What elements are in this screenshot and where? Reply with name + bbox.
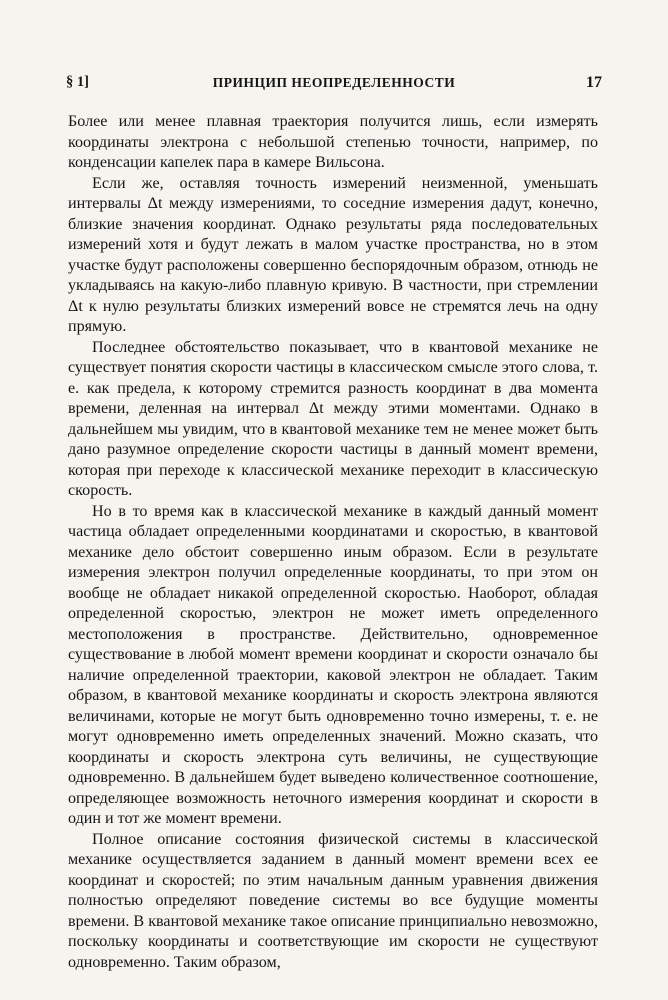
section-marker: § 1] <box>66 74 89 90</box>
paragraph: Если же, оставляя точность измерений неизменной, уменьшать интервалы Δt между измерениями, то соседние измерения дадут, конечно, близкие значения координат. Однако результаты ряда последовательных измерений хотя и будут лежать в малом участке пространства, но в этом участке будут расположены совершенно беспорядочным образом, отнюдь не укладываясь на какую-либо плавную кривую. В частности, при стремлении Δt к нулю результаты близких измерений вовсе не стремятся лечь на одну прямую. <box>68 174 598 335</box>
page-number: 17 <box>586 74 602 91</box>
running-title: ПРИНЦИП НЕОПРЕДЕЛЕННОСТИ <box>212 75 456 90</box>
page-body <box>68 112 598 973</box>
paragraph: Полное описание состояния физической системы в классической механике осуществляется заданием в данный момент времени всех ее координат и скоростей; по этим начальным данным уравнения движения полностью определяют поведение системы во все будущие моменты времени. В квантовой механике такое описание принципиально невозможно, поскольку координаты и соответствующие им скорости не существуют одновременно. Таким образом, <box>68 830 598 971</box>
paragraph: Последнее обстоятельство показывает, что в квантовой механике не существует понятия скорости частицы в классическом смысле этого слова, т. е. как предела, к которому стремится разность координат в два момента времени, деленная на интервал Δt между этими моментами. Однако в дальнейшем мы увидим, что в квантовой механике тем не менее может быть дано разумное определение скорости частицы в данный момент времени, которая при переходе к классической механике переходит в классическую скорость. <box>68 338 598 499</box>
paragraph: Но в то время как в классической механике в каждый данный момент частица обладает определенными координатами и скоростью, в квантовой механике дело обстоит совершенно иным образом. Если в результате измерения электрон получил определенные координаты, то при этом он вообще не обладает никакой определенной скоростью. Наоборот, обладая определенной скоростью, электрон не может иметь определенного местоположения в пространстве. Действительно, одновременное существование в любой момент времени координат и скорости означало бы наличие определенной траектории, каковой электрон не обладает. Таким образом, в квантовой механике координаты и скорость электрона являются величинами, которые не могут быть одновременно точно измерены, т. е. не могут одновременно иметь определенных значений. Можно сказать, что координаты и скорость электрона суть величины, не существующие одновременно. В дальнейшем будет выведено количественное соотношение, определяющее возможность неточного измерения координат и скорости в один и тот же момент времени. <box>68 502 598 827</box>
running-header <box>66 74 602 96</box>
paragraph: Более или менее плавная траектория получится лишь, если измерять координаты электрона с небольшой степенью точности, например, по конденсации капелек пара в камере Вильсона. <box>68 113 598 171</box>
